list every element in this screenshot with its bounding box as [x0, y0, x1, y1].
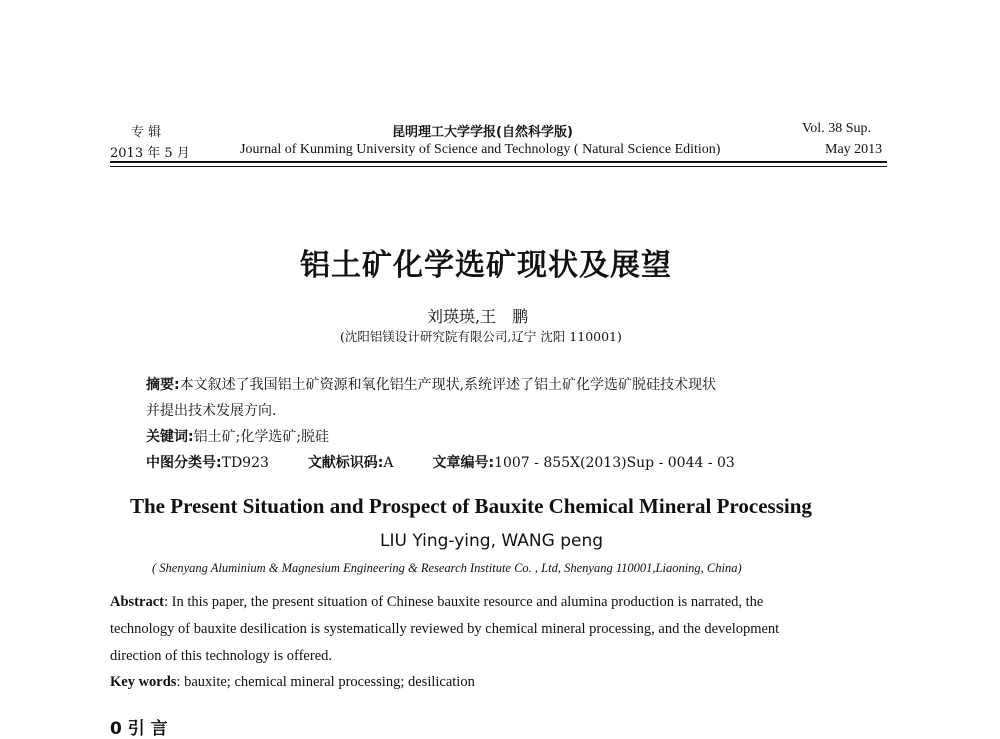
- abstract-en-label: Abstract: [110, 594, 164, 610]
- clc-value: TD923: [221, 455, 269, 471]
- header-date: 2013 年 5 月: [110, 146, 190, 161]
- header-journal-cn: 昆明理工大学学报(自然科学版): [392, 125, 573, 140]
- doc-code-label: 文献标识码:: [307, 455, 384, 471]
- keywords-cn-text: 铝土矿;化学选矿;脱硅: [193, 429, 330, 445]
- header-section-label: 专 辑: [131, 125, 162, 140]
- abstract-en-line2: technology of bauxite desilication is systematically reviewed by chemical mineral processing, and the development: [110, 621, 780, 637]
- keywords-en-label: Key words: [110, 674, 177, 690]
- clc-label: 中图分类号:: [146, 455, 222, 471]
- affiliation-en: ( Shenyang Aluminium & Magnesium Engineering & Research Institute Co. , Ltd, Shenyang 110001,Liaoning, China): [152, 561, 742, 575]
- section-heading-intro: 0 引 言: [110, 719, 168, 739]
- header-journal-en: Journal of Kunming University of Science and Technology ( Natural Science Edition): [240, 142, 721, 157]
- keywords-en-text: : bauxite; chemical mineral processing; desilication: [176, 674, 475, 690]
- classification-line: [146, 452, 735, 472]
- header-rule-thin: [110, 166, 887, 167]
- article-number-label: 文章编号:: [432, 455, 495, 471]
- authors-cn: 刘瑛瑛,王 鹏: [427, 307, 529, 326]
- keywords-cn-label: 关键词:: [146, 429, 194, 445]
- abstract-cn-line1: [146, 374, 716, 394]
- abstract-cn-text1: 本文叙述了我国铝土矿资源和氧化铝生产现状,系统评述了铝土矿化学选矿脱硅技术现状: [179, 377, 717, 393]
- header-issue-date: May 2013: [825, 142, 883, 157]
- article-number-value: 1007 - 855X(2013)Sup - 0044 - 03: [494, 455, 735, 471]
- header-volume: Vol. 38 Sup.: [802, 121, 871, 136]
- doc-code-value: A: [383, 455, 394, 471]
- abstract-en-line1: [110, 594, 763, 611]
- title-en: The Present Situation and Prospect of Bauxite Chemical Mineral Processing: [130, 494, 812, 518]
- keywords-cn: [146, 426, 329, 446]
- abstract-cn-label: 摘要:: [146, 377, 180, 393]
- abstract-en-text1: : In this paper, the present situation of Chinese bauxite resource and alumina production is narrated, the: [163, 594, 764, 610]
- title-cn: 铝土矿化学选矿现状及展望: [300, 248, 672, 283]
- header-rule-thick: [110, 161, 887, 163]
- authors-en: LIU Ying-ying, WANG peng: [380, 531, 604, 551]
- abstract-en-line3: direction of this technology is offered.: [110, 648, 333, 664]
- affiliation-cn: (沈阳铝镁设计研究院有限公司,辽宁 沈阳 110001): [340, 329, 622, 344]
- keywords-en: [110, 674, 475, 691]
- abstract-cn-line2: 并提出技术发展方向.: [146, 403, 277, 419]
